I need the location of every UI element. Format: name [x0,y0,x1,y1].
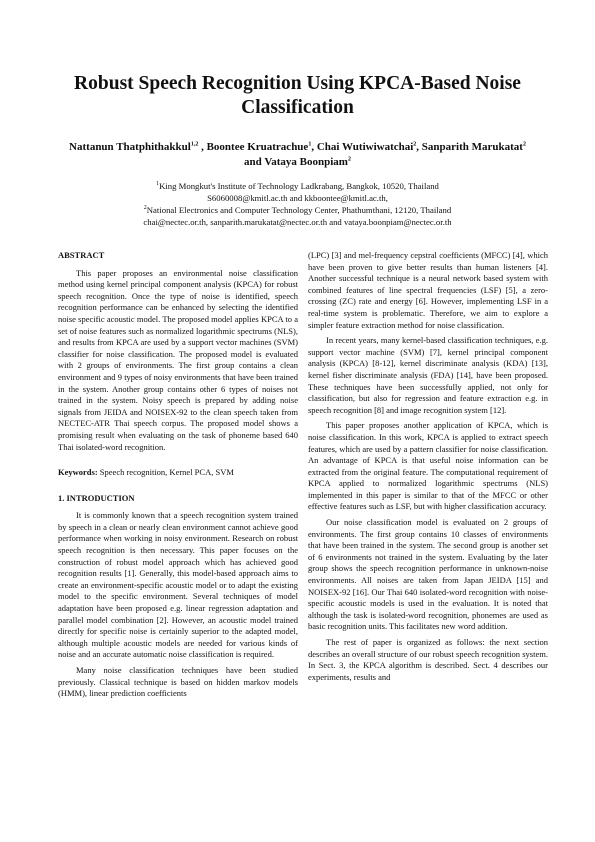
body-paragraph: The rest of paper is organized as follows: the next section describes an overall structure of our robust speech recognition system. In Sect. 3, the KPCA algorithm is described. Sect. 4 describes our experiments, results and [308,637,548,682]
affil-mark: 1 [156,181,160,188]
right-column [308,250,548,687]
author-affil-mark: 1,2 [190,141,199,148]
affiliation-emails: chai@nectec.or.th, sanparith.marukatat@nectec.or.th and vataya.boonpiam@nectec.or.th [143,217,452,227]
affil-mark: 2 [143,205,147,212]
author-affil-mark: 2 [522,141,526,148]
body-paragraph: In recent years, many kernel-based classification techniques, e.g. support vector machine (SVM) [7], kernel principal component analysis (KPCA) [8-12], kernel discriminate analysis (KDA) [13], kernel fisher discriminate analysis (FDA) [14], have been proposed. These techniques have been successfully applied, not only for classification, but also for regression and feature extraction e.g. in speech recognition [8] and image recognition system [12]. [308,335,548,415]
body-paragraph: This paper proposes another application of KPCA, which is noise classification. In this work, KPCA is applied to extract speech features, which are used by a pattern classifier for noise classification. An advantage of KPCA is that useful noise information can be extracted from the original feature. The computational requirement of KPCA applied to normalized logarithmic spectrums (NLS) implemented in this paper is similar to that of the MFCC or other effective features such as LSF, but with higher classification accuracy. [308,420,548,512]
body-paragraph: (LPC) [3] and mel-frequency cepstral coefficients (MFCC) [4], which have been proven to give better results than human listeners [4]. Another successful technique is a neural network based system with combined features of line spectral frequencies (LSF) [5], a zero-crossing (ZC) rate and energy [6]. However, implementing LSF in a real-time system is problematic. Therefore, we aim to explore a simpler feature extraction method for noise classification. [308,250,548,330]
body-paragraph: Our noise classification model is evaluated on 2 groups of environments. The first group contains 10 classes of environments that have been trained in the system. The second group is another set of 6 environments not trained in the system. Evaluating by the later group shows the speech recognition performance in unknown-noise environments. All noises are taken from Japan JEIDA [15] and NOISEX-92 [16]. Our Thai 640 isolated-word recognition with noise-specific acoustic models is used in the evaluation. It is noted that although the task is isolated-word recognition, phonemes are used as basic recognition units. This facilitates new word addition. [308,517,548,632]
affiliations [60,180,535,228]
author-name: and Vataya Boonpiam [244,156,348,168]
author-affil-mark: 1 [308,141,312,148]
author-list [60,140,535,170]
affiliation-text: King Mongkut's Institute of Technology Ladkrabang, Bangkok, 10520, Thailand [159,181,439,191]
paper-title: Robust Speech Recognition Using KPCA-Based Noise Classification [74,73,521,118]
author-name: , Chai Wutiwiwatchai [311,141,414,153]
affiliation-line [60,180,535,192]
keywords-text: Speech recognition, Kernel PCA, SVM [97,467,234,478]
affiliation-emails: S6060008@kmitl.ac.th and kkboontee@kmitl.ac.th, [207,193,388,203]
abstract-text: This paper proposes an environmental noise classification method using kernel principal component analysis (KPCA) for robust speech recognition. Once the type of noise is identified, speech recognition performance can be enhanced by selecting the identified noise specific acoustic model. The proposed model applies KPCA to a set of noise features such as normalized logarithmic spectrums (NLS), and results from KPCA are used by a support vector machines (SVM) classifier for noise classification. The proposed model is evaluated with 2 groups of environments. The first group contains a clean environment and 9 types of noisy environments that have been trained in the system. Another group contains other 6 types of noises not trained in the system. Noisy speech is prepared by adding noise signals from JEIDA and NOISEX-92 to the clean speech taken from NECTEC-ATR Thai speech corpus. The proposed model shows a promising result when evaluating on the task of phoneme based 640 Thai isolated-word recognition. [58,267,298,452]
abstract-heading: ABSTRACT [58,250,105,260]
author-affil-mark: 2 [347,156,351,163]
intro-heading: 1. INTRODUCTION [58,492,135,503]
left-column [58,250,298,704]
body-paragraph: Many noise classification techniques have been studied previously. Classical technique is based on hidden markov models (HMM), linear prediction coefficients [58,665,298,699]
author-name: Nattanun Thatphithakkul [69,141,191,153]
body-paragraph: It is commonly known that a speech recognition system trained by speech in a clean or nearly clean environment cannot achieve good performance when working in noisy environment. Research on robust speech recognition is then necessary. This paper focuses on the construction of robust model approach which has achieved good recognition results [1]. Generally, this model-based approach aims to create an environment-specific acoustic model or to adapt the existing model to the specific environment. Several techniques of model adaptation have been proposed e.g. linear regression adaptation and parallel model combination [2]. However, an acoustic model trained directly for specific noise is certainly superior to the adapted model, although multiple acoustic models are needed for various kinds of noise and an accurate automatic noise classification is required. [58,510,298,660]
keywords-label: Keywords: [58,467,98,478]
author-affil-mark: 2 [413,141,417,148]
author-name: , Sanparith Marukatat [416,141,523,153]
author-name: , Boontee Kruatrachue [198,141,309,153]
affiliation-text: National Electronics and Computer Technology Center, Phathumthani, 12120, Thailand [146,205,452,215]
affiliation-line [60,204,535,216]
keywords [58,467,298,479]
